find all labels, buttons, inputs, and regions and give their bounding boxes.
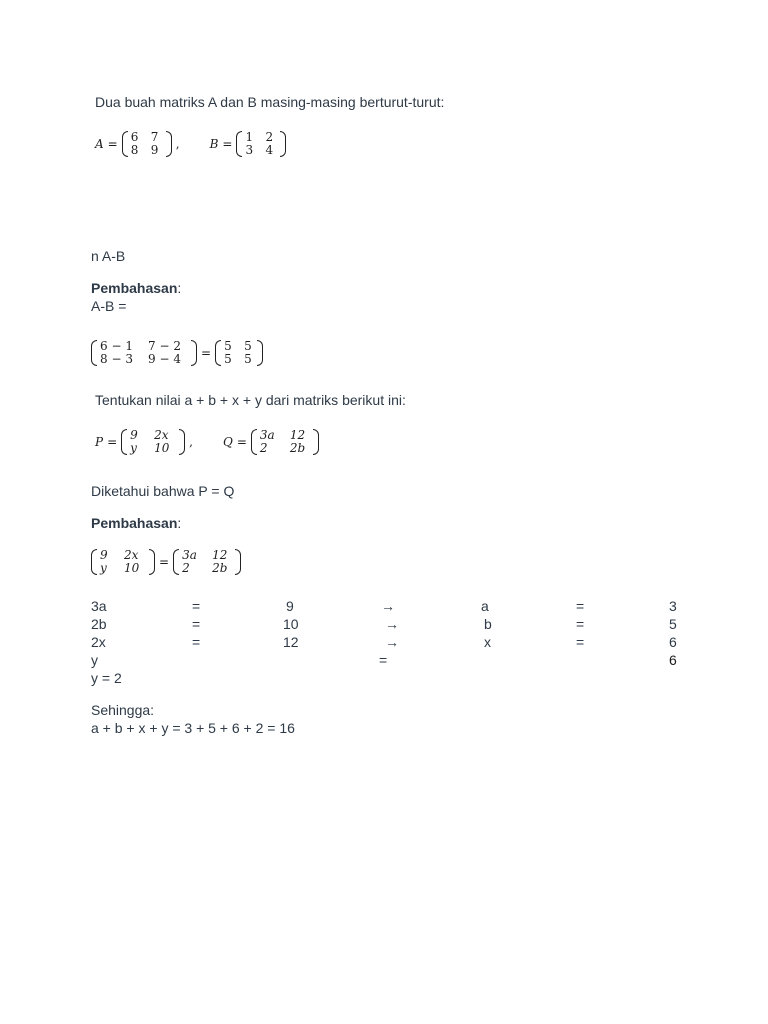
- matrix-cell: 2: [259, 441, 268, 455]
- solution-cell: =: [379, 652, 388, 668]
- solution-cell: a: [481, 598, 489, 614]
- solution-cell: 3a: [91, 598, 107, 614]
- solution-cell: 12: [283, 634, 299, 650]
- matrix-name-a: A: [95, 137, 104, 151]
- matrix-name-p: P: [95, 435, 104, 449]
- pembahasan-label: Pembahasan: [91, 515, 178, 531]
- matrix-cell: 5: [244, 352, 252, 366]
- solution-cell: =: [192, 616, 201, 632]
- matrix-a: [122, 131, 172, 157]
- matrix-cell: 6 − 1: [100, 339, 133, 353]
- colon: :: [177, 515, 182, 531]
- solution-cell: =: [576, 598, 585, 614]
- equals-sign: =: [159, 555, 170, 569]
- subtraction-label: A-B =: [91, 298, 127, 314]
- matrix-cell: 12: [289, 428, 306, 442]
- matrix-cell: 10: [124, 561, 140, 575]
- matrix-equation-a-b: [95, 131, 286, 157]
- arrow-cell: →: [381, 598, 395, 614]
- matrix-cell: 9: [100, 548, 108, 562]
- solution-cell: 9: [286, 598, 294, 614]
- matrix-difference-result: [215, 340, 263, 366]
- matrix-cell: 8 − 3: [100, 352, 133, 366]
- arrow-cell: →: [385, 634, 399, 650]
- comma: ,: [189, 435, 193, 449]
- solution-cell: 5: [669, 616, 677, 632]
- solution-cell: =: [576, 634, 585, 650]
- matrix-name-b: B: [209, 137, 219, 151]
- matrix-cell: 12: [212, 548, 228, 562]
- solution-cell: y: [91, 652, 98, 668]
- conclusion-label: Sehingga:: [91, 702, 155, 718]
- equals-sign: =: [107, 435, 118, 449]
- matrix-cell: 4: [265, 143, 274, 157]
- matrix-name-q: Q: [222, 435, 233, 449]
- matrix-cell: 3a: [182, 548, 197, 562]
- comma: ,: [175, 137, 180, 151]
- matrix-cell: 6: [130, 130, 139, 144]
- matrix-b: [236, 131, 286, 157]
- matrix-cell: 7 − 2: [148, 339, 181, 353]
- solution-cell: 3: [669, 598, 677, 614]
- matrix-q: [251, 429, 319, 455]
- matrix-subtraction-equation: [91, 340, 263, 366]
- pembahasan-heading: [91, 280, 181, 297]
- colon: :: [177, 280, 182, 296]
- matrix-cell: 2: [265, 130, 274, 144]
- solution-cell: =: [192, 598, 201, 614]
- matrix-cell: 9: [150, 143, 159, 157]
- matrix-cell: y: [100, 561, 107, 575]
- pembahasan-heading-2: [91, 515, 181, 532]
- given-statement: Diketahui bahwa P = Q: [91, 483, 235, 499]
- matrix-cell: 9 − 4: [148, 352, 181, 366]
- matrix-cell: 5: [244, 339, 252, 353]
- solution-cell: x: [484, 634, 491, 650]
- matrix-cell: 2b: [289, 441, 306, 455]
- solution-cell: 2x: [91, 634, 106, 650]
- matrix-equality-equation: [91, 549, 241, 575]
- intro-text: Dua buah matriks A dan B masing-masing berturut-turut:: [95, 94, 445, 110]
- equals-sign: =: [222, 137, 233, 151]
- intro-text-2: Tentukan nilai a + b + x + y dari matriks berikut ini:: [95, 392, 406, 408]
- solution-cell: 2b: [91, 616, 107, 632]
- solution-cell: =: [192, 634, 201, 650]
- matrix-cell: 2b: [212, 561, 228, 575]
- matrix-cell: 2: [182, 561, 190, 575]
- solution-cell: 6: [669, 652, 677, 668]
- matrix-cell: y: [130, 441, 137, 455]
- matrix-q-expanded: [173, 549, 241, 575]
- final-sum: a + b + x + y = 3 + 5 + 6 + 2 = 16: [91, 720, 295, 736]
- matrix-cell: 2x: [154, 428, 169, 442]
- matrix-cell: 5: [224, 339, 232, 353]
- matrix-cell: 1: [245, 130, 254, 144]
- matrix-p-expanded: [91, 549, 155, 575]
- matrix-cell: 3: [245, 143, 254, 157]
- matrix-difference-expanded: [91, 340, 197, 366]
- matrix-p: [121, 429, 185, 455]
- pembahasan-label: Pembahasan: [91, 280, 178, 296]
- solution-cell: b: [484, 616, 492, 632]
- matrix-cell: 2x: [124, 548, 139, 562]
- matrix-cell: 10: [154, 441, 170, 455]
- equals-sign: =: [236, 435, 247, 449]
- matrix-cell: 9: [130, 428, 138, 442]
- equals-sign: =: [201, 346, 212, 360]
- matrix-cell: 3a: [259, 428, 275, 442]
- arrow-cell: →: [385, 616, 399, 632]
- matrix-cell: 5: [224, 352, 232, 366]
- y-equation: y = 2: [91, 670, 122, 686]
- matrix-cell: 8: [130, 143, 139, 157]
- matrix-equation-p-q: [95, 429, 319, 455]
- solution-cell: 10: [283, 616, 299, 632]
- solution-cell: =: [576, 616, 585, 632]
- equals-sign: =: [107, 137, 118, 151]
- solution-cell: 6: [669, 634, 677, 650]
- question-line: n A-B: [91, 248, 126, 264]
- matrix-cell: 7: [150, 130, 159, 144]
